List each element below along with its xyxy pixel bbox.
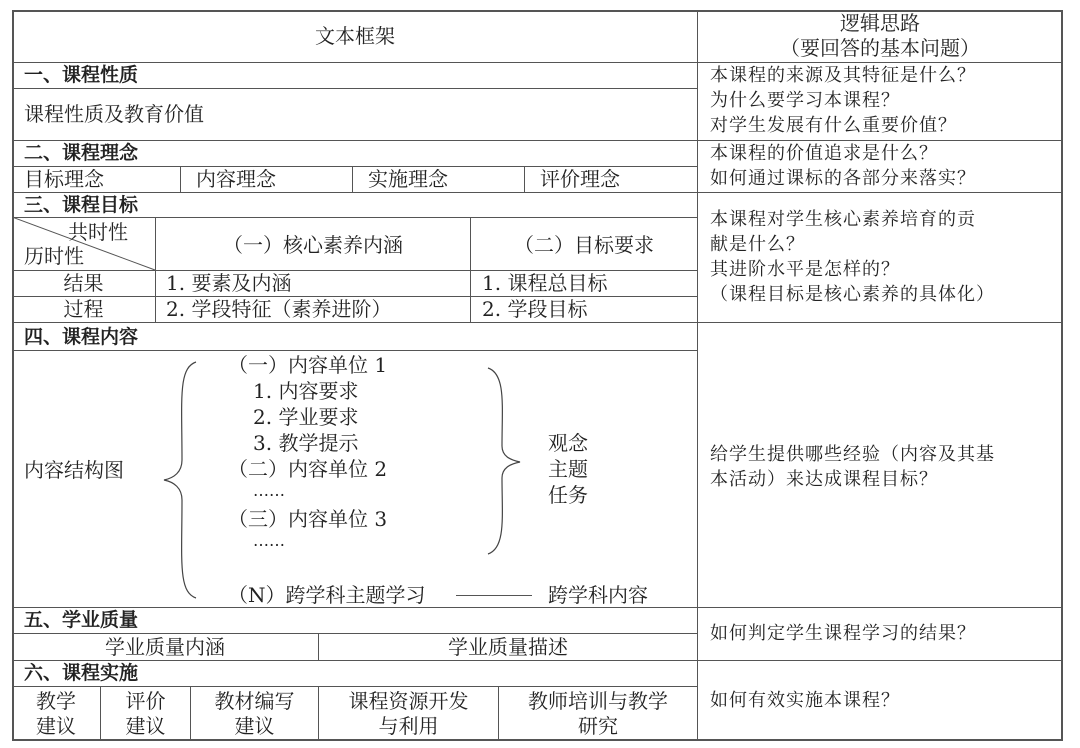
- right-header-subtitle: （要回答的基本问题）: [780, 36, 980, 60]
- section-2-question: 本课程的价值追求是什么？: [710, 143, 938, 164]
- implementation-cell: 课程资源开发: [348, 689, 469, 713]
- section-5-title: 五、学业质量: [24, 609, 139, 631]
- row-line: [12, 607, 1063, 608]
- implementation-cell: 研究: [578, 714, 618, 738]
- implementation-cell: 教师培训与教学: [528, 689, 668, 713]
- concept-cell: 评价理念: [540, 167, 620, 191]
- row-line: [12, 192, 1063, 193]
- section-3-question: 本课程对学生核心素养培育的贡: [710, 209, 976, 230]
- content-item: 2. 学业要求: [253, 405, 359, 429]
- section-2-title: 二、课程理念: [24, 142, 139, 164]
- row-line: [12, 660, 1063, 661]
- section-1-question: 对学生发展有什么重要价值？: [710, 115, 957, 136]
- section-1-question: 为什么要学习本课程？: [710, 90, 900, 111]
- row-line: [12, 322, 1063, 323]
- row-label-process: 过程: [63, 297, 104, 321]
- right-header-title: 逻辑思路: [840, 11, 920, 35]
- section-6-question: 如何有效实施本课程？: [710, 690, 900, 711]
- section-3-question: （课程目标是核心素养的具体化）: [710, 284, 995, 305]
- col1-header: （一）核心素养内涵: [223, 233, 403, 257]
- implementation-cell: 教材编写: [214, 689, 295, 713]
- implementation-cell: 建议: [234, 714, 275, 738]
- section-2-question: 如何通过课标的各部分来落实？: [710, 168, 976, 189]
- section-5-question: 如何判定学生课程学习的结果？: [710, 623, 976, 644]
- content-ellipsis: ……: [253, 481, 285, 500]
- content-unit: （二）内容单位 2: [228, 457, 388, 481]
- concept-cell: 目标理念: [24, 167, 104, 191]
- implementation-cell: 与利用: [378, 714, 439, 738]
- content-right-item: 任务: [548, 483, 588, 507]
- concept-cell: 实施理念: [368, 167, 448, 191]
- row-result-col2: 1. 课程总目标: [482, 271, 608, 295]
- left-brace-icon: [160, 360, 200, 600]
- right-brace-icon: [484, 366, 524, 556]
- diagram-label: 内容结构图: [24, 458, 124, 482]
- row-result-col1: 1. 要素及内涵: [166, 271, 292, 295]
- cross-subject-learning: （N）跨学科主题学习: [228, 583, 426, 607]
- implementation-cell: 教学: [36, 689, 76, 713]
- section-3-question: 其进阶水平是怎样的？: [710, 259, 900, 280]
- cross-subject-content: 跨学科内容: [548, 583, 648, 607]
- row-process-col1: 2. 学段特征（素养进阶）: [166, 297, 392, 321]
- section-1-question: 本课程的来源及其特征是什么？: [710, 65, 976, 86]
- section-4-title: 四、课程内容: [24, 326, 139, 348]
- row-line: [12, 686, 698, 687]
- left-header-title: 文本框架: [315, 24, 395, 48]
- section-1-body: 课程性质及教育价值: [24, 102, 204, 126]
- row-label-result: 结果: [63, 271, 104, 295]
- content-unit: （三）内容单位 3: [228, 507, 388, 531]
- col-line: [524, 166, 525, 192]
- col2-header: （二）目标要求: [514, 233, 654, 257]
- implementation-cell: 评价: [125, 689, 166, 713]
- implementation-cell: 建议: [125, 714, 166, 738]
- col-line: [180, 166, 181, 192]
- content-right-item: 观念: [548, 431, 588, 455]
- section-1-title: 一、课程性质: [24, 64, 139, 86]
- row-line: [12, 88, 698, 89]
- content-ellipsis: ……: [253, 531, 285, 550]
- section-3-question: 献是什么？: [710, 234, 805, 255]
- quality-cell: 学业质量描述: [448, 635, 568, 659]
- col-line: [352, 166, 353, 192]
- section-3-title: 三、课程目标: [24, 194, 139, 216]
- section-4-question: 本活动）来达成课程目标？: [710, 469, 938, 490]
- quality-cell: 学业质量内涵: [105, 635, 225, 659]
- content-item: 1. 内容要求: [253, 379, 359, 403]
- connector-line: [456, 595, 532, 596]
- concept-cell: 内容理念: [196, 167, 276, 191]
- section-4-question: 给学生提供哪些经验（内容及其基: [710, 444, 995, 465]
- main-divider: [697, 10, 698, 741]
- content-item: 3. 教学提示: [253, 431, 359, 455]
- diag-bottom-label: 历时性: [24, 244, 84, 268]
- diag-top-label: 共时性: [68, 220, 128, 244]
- content-right-item: 主题: [548, 457, 588, 481]
- section-6-title: 六、课程实施: [24, 662, 139, 684]
- row-process-col2: 2. 学段目标: [482, 297, 588, 321]
- row-line: [12, 350, 698, 351]
- implementation-cell: 建议: [36, 714, 76, 738]
- content-unit: （一）内容单位 1: [228, 353, 388, 377]
